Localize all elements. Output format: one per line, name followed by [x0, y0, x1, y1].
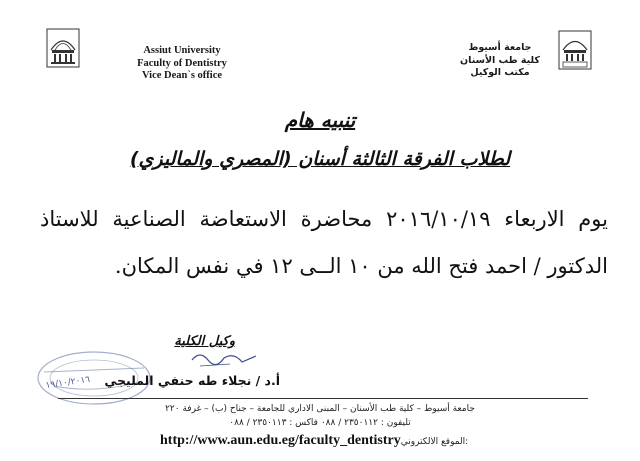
faculty-name-en: Faculty of Dentistry [137, 57, 227, 69]
university-name-ar: جامعة أسيوط [468, 42, 532, 53]
notice-body: يوم الاربعاء ٢٠١٦/١٠/١٩ محاضرة الاستعاضة الصناعية للاستاذ الدكتور / احمد فتح الله من ١٠ الــى ١٢ في نفس المكان. [40, 207, 608, 278]
office-name-en: Vice Dean`s office [141, 70, 223, 81]
notice-title: تنبيه هام [284, 108, 356, 132]
website-link[interactable]: http://www.aun.edu.eg/faculty_dentistry [160, 433, 401, 448]
stamp-date: ١٩/١٠/٢٠١٦ [45, 374, 91, 391]
signature-name: أ.د / نجلاء طه حنفي المليجي [104, 373, 280, 388]
faculty-name-ar: كلية طب الأسنان [460, 54, 540, 66]
university-name-en: Assiut University [143, 45, 221, 56]
website-label: الموقع الالكتروني: [400, 437, 469, 447]
footer-phone-fax: تليفون : ٢٣٥٠١١٢ / ٠٨٨ فاكس : ٢٣٥٠١١٣ / ٠٨٨ [229, 418, 411, 428]
english-header [112, 45, 252, 83]
footer-divider [58, 398, 588, 399]
handwritten-signature [190, 346, 260, 370]
faculty-logo [558, 30, 592, 70]
footer-website [160, 433, 600, 449]
footer-address: جامعة أسيوط – كلية طب الأسنان – المبنى الاداري للجامعة – جناح (ب) – غرفة ٢٢٠ [165, 404, 475, 414]
university-logo [46, 28, 80, 68]
office-name-ar: مكتب الوكيل [470, 67, 530, 78]
notice-subtitle: لطلاب الفرقة الثالثة أسنان (المصري والماليزي) [129, 148, 511, 170]
arabic-header [450, 42, 550, 80]
signature-title: وكيل الكلية [174, 334, 235, 349]
